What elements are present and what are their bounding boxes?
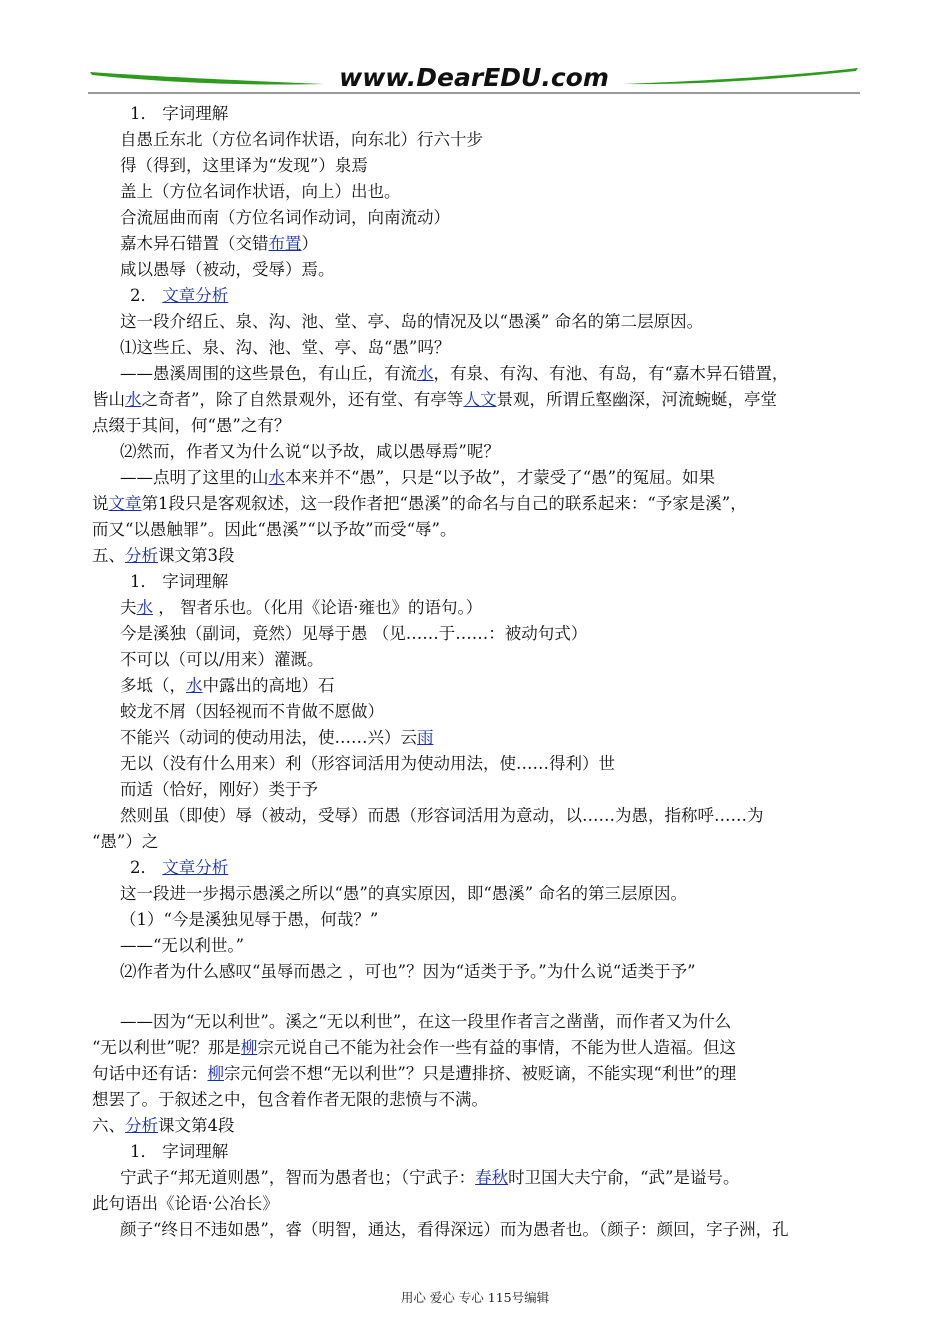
text-line	[92, 413, 864, 439]
text-line	[92, 803, 864, 829]
text-line	[92, 309, 864, 335]
text-span: 而适（恰好，刚好）类于予	[120, 780, 318, 799]
text-span: 蛟龙不屑（因轻视而不肯做不愿做）	[120, 702, 384, 721]
text-span: 六、	[92, 1116, 125, 1135]
text-line	[92, 1087, 864, 1113]
text-span: 2．	[130, 858, 163, 877]
text-span: 句话中还有话：	[92, 1064, 208, 1083]
text-line	[92, 1217, 864, 1243]
site-name[interactable]: www.DearEDU.com	[339, 63, 609, 92]
text-span: 然则虽（即使）辱（被动，受辱）而愚（形容词活用为意动，以……为愚，指称呼……为	[120, 806, 764, 825]
keyword-link[interactable]: 文章分析	[162, 286, 229, 305]
text-span: ）	[301, 234, 318, 253]
document-body	[92, 101, 864, 1243]
text-span: 咸以愚辱（被动，受辱）焉。	[120, 260, 335, 279]
keyword-link[interactable]: 文章分析	[162, 858, 229, 877]
text-line	[92, 283, 864, 309]
text-line	[92, 387, 864, 413]
text-line	[92, 361, 864, 387]
text-line	[92, 881, 864, 907]
keyword-link[interactable]: 水	[268, 468, 285, 487]
text-line	[92, 1113, 864, 1139]
text-line	[92, 595, 864, 621]
text-span: 中露出的高地）石	[202, 676, 335, 695]
keyword-link[interactable]: 布置	[268, 234, 302, 253]
text-span: “无以利世”呢？那是	[92, 1038, 241, 1057]
text-line	[92, 959, 864, 985]
text-span: 得（得到，这里译为“发现”）泉焉	[120, 156, 368, 175]
keyword-link[interactable]: 文章	[108, 494, 142, 513]
text-line	[92, 1165, 864, 1191]
text-span: 自愚丘东北（方位名词作状语，向东北）行六十步	[120, 130, 483, 149]
text-span: 而又“以愚触罪”。因此“愚溪”“以予故”而受“辱”。	[92, 520, 457, 539]
keyword-link[interactable]: 分析	[125, 546, 158, 565]
text-span: 五、	[92, 546, 125, 565]
keyword-link[interactable]: 春秋	[475, 1168, 509, 1187]
text-span: （1）“今是溪独见辱于愚，何哉？”	[120, 910, 379, 929]
text-span: 不可以（可以/用来）灌溉。	[120, 650, 324, 669]
text-line	[92, 439, 864, 465]
keyword-link[interactable]: 水	[186, 676, 203, 695]
keyword-link[interactable]: 分析	[125, 1116, 158, 1135]
text-line	[92, 621, 864, 647]
text-line	[92, 179, 864, 205]
text-span: ⑵然而，作者又为什么说“以予故，咸以愚辱焉”呢？	[120, 442, 500, 461]
text-line	[92, 465, 864, 491]
text-span: 无以（没有什么用来）利（形容词活用为使动用法，使……得利）世	[120, 754, 615, 773]
blank-line	[92, 985, 864, 1009]
text-span: 1． 字词理解	[130, 104, 229, 123]
keyword-link[interactable]: 雨	[417, 728, 434, 747]
text-span: “愚”）之	[92, 832, 159, 851]
text-span: 皆山	[92, 390, 125, 409]
text-line	[92, 855, 864, 881]
text-line	[92, 491, 864, 517]
right-swoosh	[623, 68, 858, 84]
text-span: ——因为“无以利世”。溪之“无以利世”，在这一段里作者言之凿凿，而作者又为什么	[120, 1012, 732, 1031]
text-span: 第1段只是客观叙述，这一段作者把“愚溪”的命名与自己的联系起来：“予家是溪”，	[141, 494, 747, 513]
text-line	[92, 257, 864, 283]
keyword-link[interactable]: 人文	[463, 390, 497, 409]
text-span: 想罢了。于叙述之中，包含着作者无限的悲愤与不满。	[92, 1090, 488, 1109]
text-line	[92, 1139, 864, 1165]
text-span: ， 智者乐也。（化用《论语·雍也》的语句。）	[153, 598, 483, 617]
text-line	[92, 543, 864, 569]
text-span: 之奇者”，除了自然景观外，还有堂、有亭等	[141, 390, 464, 409]
keyword-link[interactable]: 柳	[207, 1064, 224, 1083]
text-span: 多坻（，	[120, 676, 186, 695]
text-span: 嘉木异石错置（交错	[120, 234, 269, 253]
keyword-link[interactable]: 水	[125, 390, 142, 409]
text-line	[92, 1191, 864, 1217]
text-span: 2．	[130, 286, 163, 305]
keyword-link[interactable]: 水	[136, 598, 153, 617]
text-line	[92, 231, 864, 257]
text-span: ⑴这些丘、泉、沟、池、堂、亭、岛“愚”吗？	[120, 338, 451, 357]
text-line	[92, 517, 864, 543]
text-line	[92, 725, 864, 751]
text-span: 合流屈曲而南（方位名词作动词，向南流动）	[120, 208, 450, 227]
text-span: 今是溪独（副词，竟然）见辱于愚 （见……于……：被动句式）	[120, 624, 588, 643]
text-span: 点缀于其间，何“愚”之有？	[92, 416, 291, 435]
text-span: 1． 字词理解	[130, 572, 229, 591]
text-span: 夫	[120, 598, 137, 617]
text-line	[92, 335, 864, 361]
text-span: 这一段介绍丘、泉、沟、池、堂、亭、岛的情况及以“愚溪” 命名的第二层原因。	[120, 312, 704, 331]
text-span: ——点明了这里的山	[120, 468, 269, 487]
left-swoosh	[90, 72, 324, 85]
text-line	[92, 673, 864, 699]
text-span: ⑵作者为什么感叹“虽辱而愚之 ，可也”？因为“适类于予。”为什么说“适类于予”	[120, 962, 696, 981]
text-span: 时卫国大夫宁俞，“武”是谥号。	[508, 1168, 740, 1187]
keyword-link[interactable]: 水	[417, 364, 434, 383]
text-span: ——“无以利世。”	[120, 936, 245, 955]
text-line	[92, 1035, 864, 1061]
text-span: 本来并不“愚”，只是“以予故”，才蒙受了“愚”的冤屈。如果	[285, 468, 716, 487]
text-line	[92, 907, 864, 933]
site-header-logo	[88, 58, 860, 96]
text-span: ——愚溪周围的这些景色，有山丘，有流	[120, 364, 417, 383]
text-line	[92, 569, 864, 595]
text-span: 不能兴（动词的使动用法，使……兴）云	[120, 728, 417, 747]
text-span: 盖上（方位名词作状语，向上）出也。	[120, 182, 401, 201]
text-line	[92, 205, 864, 231]
text-line	[92, 829, 864, 855]
text-line	[92, 751, 864, 777]
text-line	[92, 933, 864, 959]
text-span: 宗元说自己不能为社会作一些有益的事情，不能为世人造福。但这	[257, 1038, 736, 1057]
text-line	[92, 647, 864, 673]
text-span: 课文第4段	[158, 1116, 235, 1135]
text-line	[92, 777, 864, 803]
text-span: 1． 字词理解	[130, 1142, 229, 1161]
text-span: 说	[92, 494, 109, 513]
text-line	[92, 153, 864, 179]
text-line	[92, 101, 864, 127]
text-span: 课文第3段	[158, 546, 235, 565]
text-line	[92, 699, 864, 725]
text-span: 这一段进一步揭示愚溪之所以“愚”的真实原因，即“愚溪” 命名的第三层原因。	[120, 884, 687, 903]
text-span: 此句语出《论语·公冶长》	[92, 1194, 279, 1213]
text-line	[92, 127, 864, 153]
text-line	[92, 1061, 864, 1087]
text-span: ，有泉、有沟、有池、有岛，有“嘉木异石错置，	[433, 364, 789, 383]
text-span: 景观，所谓丘壑幽深，河流蜿蜒，亭堂	[496, 390, 777, 409]
text-span: 宁武子“邦无道则愚”，智而为愚者也；（宁武子：	[120, 1168, 476, 1187]
text-line	[92, 1009, 864, 1035]
text-span: 颜子“终日不违如愚”，睿（明智，通达，看得深远）而为愚者也。（颜子：颜回，字子洲，孔	[120, 1220, 789, 1239]
page-footer: 用心 爱心 专心 115号编辑	[400, 1290, 550, 1305]
text-span: 宗元何尝不想“无以利世”？只是遭排挤、被贬谪，不能实现“利世”的理	[224, 1064, 737, 1083]
keyword-link[interactable]: 柳	[240, 1038, 258, 1057]
